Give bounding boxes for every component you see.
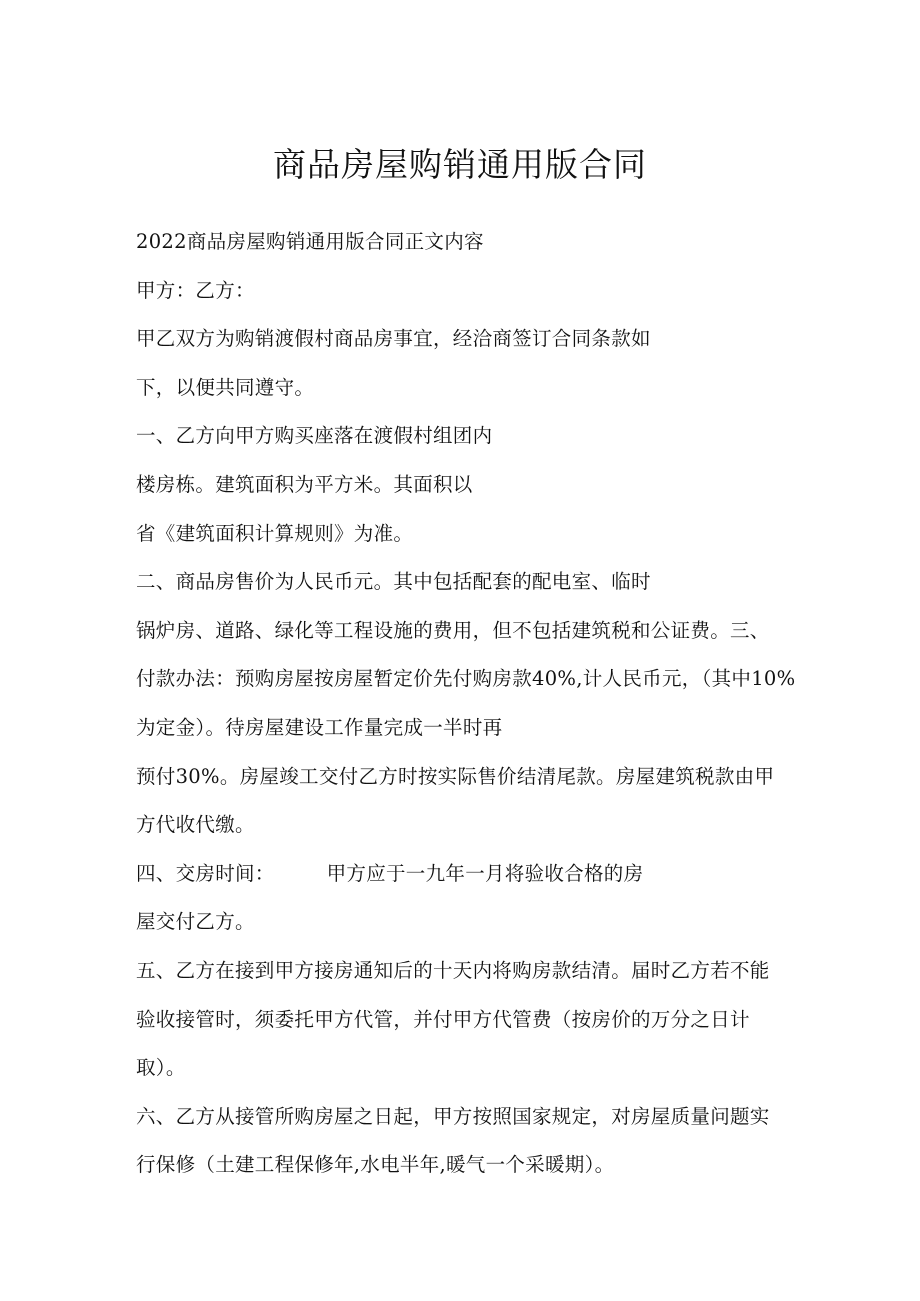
clause-5-line: 五、乙方在接到甲方接房通知后的十天内将购房款结清。届时乙方若不能 [136, 958, 770, 982]
clause-3-line: 为定金）。待房屋建设工作量完成一半时再 [136, 715, 503, 739]
clause-2-line: 二、商品房售价为人民币元。其中包括配套的配电室、临时 [136, 570, 651, 594]
clause-2-line: 锅炉房、道路、绿化等工程设施的费用，但不包括建筑税和公证费。三、 [136, 618, 770, 642]
parties-line: 甲方：乙方： [136, 278, 255, 302]
paragraph-line: 下，以便共同遵守。 [136, 375, 315, 399]
clause-4-line: 屋交付乙方。 [136, 910, 255, 934]
document-title: 商品房屋购销通用版合同 [273, 145, 647, 184]
clause-3-line: 付款办法：预购房屋按房屋暂定价先付购房款40%,计人民币元，（其中10% [136, 667, 796, 691]
clause-3-line: 预付30%。房屋竣工交付乙方时按实际售价结清尾款。房屋建筑税款由甲 [136, 764, 775, 788]
clause-3-line: 方代收代缴。 [136, 813, 255, 837]
clause-5-line: 验收接管时，须委托甲方代管，并付甲方代管费（按房价的万分之日计 [136, 1007, 750, 1031]
clause-6-line: 六、乙方从接管所购房屋之日起，甲方按照国家规定，对房屋质量问题实 [136, 1104, 770, 1128]
document-body [136, 222, 816, 1194]
clause-1-line: 楼房栋。建筑面积为平方米。其面积以 [136, 472, 473, 496]
subtitle-line: 2022商品房屋购销通用版合同正文内容 [136, 230, 484, 253]
clause-4-line: 四、交房时间： 甲方应于一九年一月将验收合格的房 [136, 861, 644, 885]
clause-1-line: 省《建筑面积计算规则》为准。 [136, 521, 414, 545]
clause-1-line: 一、乙方向甲方购买座落在渡假村组团内 [136, 424, 493, 448]
clause-5-line: 取）。 [136, 1056, 186, 1080]
paragraph-line: 甲乙双方为购销渡假村商品房事宜，经洽商签订合同条款如 [136, 327, 651, 351]
clause-6-line: 行保修（土建工程保修年,水电半年,暖气一个采暖期）。 [136, 1153, 615, 1177]
